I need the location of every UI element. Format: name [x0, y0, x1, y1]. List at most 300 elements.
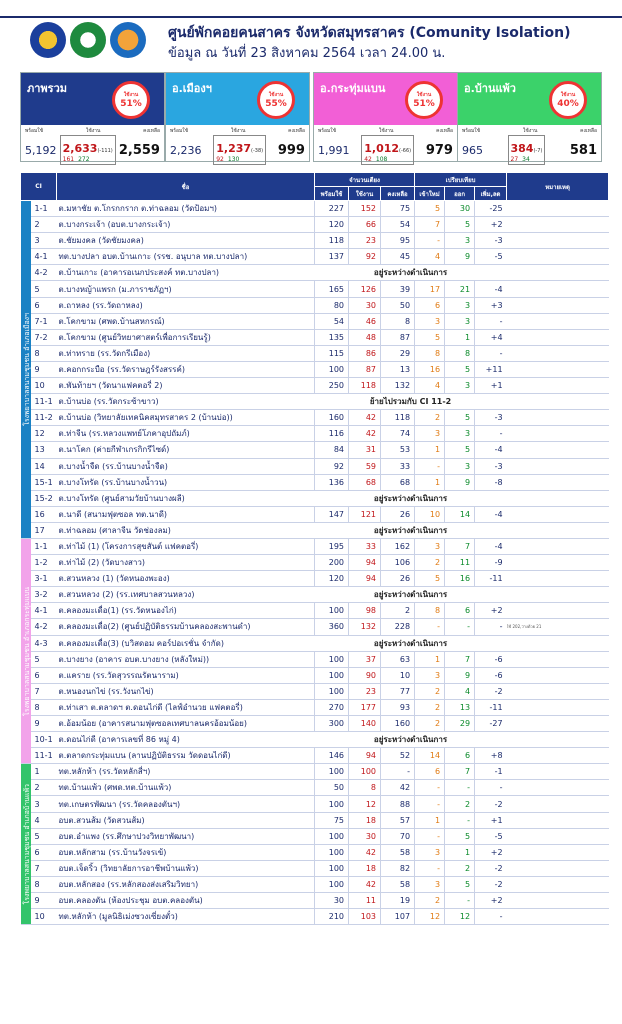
table-row [21, 619, 609, 635]
new-admissions: 3 [415, 313, 445, 329]
site-name: ต.โคกขาม (ศูนย์วิทยาศาสตร์เพื่อการเรียนรู้) [57, 329, 315, 345]
table-row [21, 265, 609, 281]
net-change: -4 [475, 538, 507, 554]
col-beds: จำนวนเตียง [315, 173, 415, 187]
ci-code: 5 [31, 281, 57, 297]
group-side-text: โรงพยาบาลสนามชุมชน อำเภอบ้านแพ้ว [22, 783, 31, 905]
label-used: ใช้งาน [230, 128, 246, 134]
beds-used: 42 [349, 876, 381, 892]
net-change: +3 [475, 297, 507, 313]
site-name: ต.อ้อมน้อย (อาคารสนามฟุตซอลเทศบาลนครอ้อมน้อย) [57, 716, 315, 732]
beds-used: 46 [349, 313, 381, 329]
net-change: -3 [475, 458, 507, 474]
page-subtitle: ข้อมูล ณ วันที่ 23 สิงหาคม 2564 เวลา 24.00 น. [168, 46, 446, 61]
beds-remain: 77 [381, 683, 415, 699]
ci-code: 8 [31, 345, 57, 361]
discharged: 2 [445, 860, 475, 876]
label-used: ใช้งาน [522, 128, 538, 134]
row-remark [507, 876, 609, 892]
ci-code: 16 [31, 506, 57, 522]
beds-remain: 160 [381, 716, 415, 732]
col-note: หมายเหตุ [507, 173, 609, 201]
ci-code: 4-2 [31, 619, 57, 635]
beds-used: 8 [349, 780, 381, 796]
col-delta: เพิ่ม,ลด [475, 187, 507, 201]
new-admissions: 1 [415, 651, 445, 667]
table-row [21, 876, 609, 892]
table-row [21, 345, 609, 361]
group-side-label [21, 764, 31, 925]
discharged: 3 [445, 313, 475, 329]
remain-count: 2,559 [118, 142, 160, 158]
beds-used: 132 [349, 619, 381, 635]
beds-used: 11 [349, 893, 381, 909]
donut-percent: 51% [120, 99, 142, 109]
ci-code: 7-2 [31, 329, 57, 345]
beds-ready: 30 [315, 893, 349, 909]
label-ready: พร้อมใช้ [318, 128, 337, 134]
discharged: 5 [445, 410, 475, 426]
table-row [21, 378, 609, 394]
site-name: ทต.หลักห้า (มูลนิธิเม่งซวงเซี่ยงตั๋ว) [57, 909, 315, 925]
new-admissions: 16 [415, 361, 445, 377]
ci-code: 10 [31, 378, 57, 394]
beds-remain: 58 [381, 844, 415, 860]
new-admissions: 3 [415, 538, 445, 554]
beds-ready: 136 [315, 474, 349, 490]
beds-remain: 42 [381, 780, 415, 796]
site-name: ต.บ้านบ่อ (วิทยาลัยเทคนิคสมุทรสาคร 2 (บ้านบ่อ)) [57, 410, 315, 426]
beds-remain: 33 [381, 458, 415, 474]
site-name: อบต.คลองตัน (ห้องประชุม อบต.คลองตัน) [57, 893, 315, 909]
remain-count: 581 [569, 142, 597, 158]
table-row [21, 522, 609, 538]
discharged: 6 [445, 748, 475, 764]
beds-ready: 100 [315, 876, 349, 892]
net-change: - [475, 909, 507, 925]
row-remark [507, 506, 609, 522]
used-box [508, 135, 546, 165]
beds-ready: 137 [315, 249, 349, 265]
donut-label: ใช้งาน [123, 92, 139, 98]
row-remark [507, 361, 609, 377]
discharged: 7 [445, 764, 475, 780]
used-sub-a: 42 [364, 156, 372, 163]
new-admissions: - [415, 828, 445, 844]
beds-remain: 50 [381, 297, 415, 313]
row-remark [507, 217, 609, 233]
site-name: ต.คลองมะเดื่อ(1) (รร.วัดหนองไก่) [57, 603, 315, 619]
beds-ready: 80 [315, 297, 349, 313]
beds-remain: 70 [381, 828, 415, 844]
province-seal-logo [30, 22, 66, 58]
table-row [21, 796, 609, 812]
table-row [21, 217, 609, 233]
new-admissions: - [415, 860, 445, 876]
beds-remain: - [381, 764, 415, 780]
beds-ready: 165 [315, 281, 349, 297]
row-remark [507, 378, 609, 394]
new-admissions: 7 [415, 217, 445, 233]
new-admissions: 4 [415, 249, 445, 265]
beds-remain: 39 [381, 281, 415, 297]
beds-ready: 147 [315, 506, 349, 522]
ci-code: 11-1 [31, 748, 57, 764]
donut-label: ใช้งาน [560, 92, 576, 98]
site-name: ต.ดอนไก่ดี (อาคารเลขที่ 86 หมู่ 4) [57, 732, 315, 748]
table-row [21, 555, 609, 571]
row-remark [507, 555, 609, 571]
remain-count: 999 [277, 142, 305, 158]
new-admissions: 2 [415, 410, 445, 426]
usage-donut [549, 81, 587, 119]
row-remark [507, 796, 609, 812]
ready-count: 965 [462, 143, 483, 157]
row-remark [507, 828, 609, 844]
row-remark [507, 474, 609, 490]
ci-code: 4-3 [31, 635, 57, 651]
new-admissions: 2 [415, 716, 445, 732]
beds-ready: 100 [315, 764, 349, 780]
discharged: 3 [445, 297, 475, 313]
site-name: ต.บ้านเกาะ (อาคารอเนกประสงค์ ทต.บางปลา) [57, 265, 315, 281]
beds-used: 30 [349, 828, 381, 844]
discharged: - [445, 780, 475, 796]
beds-used: 92 [349, 249, 381, 265]
table-row [21, 458, 609, 474]
ci-code: 3-1 [31, 571, 57, 587]
new-admissions: 1 [415, 442, 445, 458]
beds-used: 121 [349, 506, 381, 522]
label-used: ใช้งาน [85, 128, 101, 134]
net-change: - [475, 345, 507, 361]
beds-remain: 26 [381, 571, 415, 587]
discharged: 16 [445, 571, 475, 587]
ci-code: 9 [31, 716, 57, 732]
table-row [21, 651, 609, 667]
beds-used: 140 [349, 716, 381, 732]
beds-used: 30 [349, 297, 381, 313]
used-sub-b: 130 [227, 156, 240, 163]
beds-ready: 250 [315, 378, 349, 394]
row-remark [507, 394, 609, 410]
ci-code: 10-1 [31, 732, 57, 748]
discharged: 5 [445, 217, 475, 233]
label-ready: พร้อมใช้ [25, 128, 44, 134]
beds-remain: 13 [381, 361, 415, 377]
discharged: 3 [445, 378, 475, 394]
table-row [21, 764, 609, 780]
row-status-note: อยู่ระหว่างดำเนินการ [315, 732, 507, 748]
ci-code: 17 [31, 522, 57, 538]
site-name: อบต.หลักสาม (รร.บ้านวังจรเข้) [57, 844, 315, 860]
ci-code: 6 [31, 297, 57, 313]
beds-ready: 120 [315, 571, 349, 587]
table-row [21, 716, 609, 732]
ci-code: 4-1 [31, 603, 57, 619]
net-change: +2 [475, 217, 507, 233]
site-name: อบต.เจ็ดริ้ว (วิทยาลัยการอาชีพบ้านแพ้ว) [57, 860, 315, 876]
card-labels [166, 127, 309, 135]
net-change: - [475, 313, 507, 329]
used-breakdown [511, 156, 543, 163]
row-remark [507, 281, 609, 297]
site-name: ทต.เกษตรพัฒนา (รร.วัดคลองตันฯ) [57, 796, 315, 812]
beds-ready: 75 [315, 812, 349, 828]
group-side-label [21, 538, 31, 763]
discharged: - [445, 812, 475, 828]
new-admissions: - [415, 458, 445, 474]
label-used: ใช้งาน [378, 128, 394, 134]
used-delta: (-66) [399, 148, 412, 154]
row-remark [507, 909, 609, 925]
site-name: ต.ตลาดกระทุ่มแบน (ลานปฏิบัติธรรม วัดดอนไก่ดี) [57, 748, 315, 764]
row-remark [507, 587, 609, 603]
row-remark [507, 844, 609, 860]
beds-remain: 132 [381, 378, 415, 394]
new-admissions: 2 [415, 683, 445, 699]
beds-ready: 100 [315, 844, 349, 860]
label-remain: คงเหลือ [288, 128, 305, 134]
used-breakdown [63, 156, 113, 163]
beds-used: 59 [349, 458, 381, 474]
discharged: 13 [445, 699, 475, 715]
discharged: 2 [445, 796, 475, 812]
col-compare: เปรียบเทียบ [415, 173, 507, 187]
table-row [21, 233, 609, 249]
site-name: ทต.บางปลา อบต.บ้านเกาะ (รรช. อนุบาล ทต.บางปลา) [57, 249, 315, 265]
label-ready: พร้อมใช้ [462, 128, 481, 134]
net-change: -9 [475, 555, 507, 571]
row-remark [507, 329, 609, 345]
site-name: ต.ท่าฉลอม (ศาลาจีน วัดช่องลม) [57, 522, 315, 538]
beds-ready: 100 [315, 603, 349, 619]
net-change: -5 [475, 249, 507, 265]
beds-used: 103 [349, 909, 381, 925]
beds-used: 33 [349, 538, 381, 554]
beds-ready: 84 [315, 442, 349, 458]
net-change: +2 [475, 844, 507, 860]
beds-ready: 195 [315, 538, 349, 554]
beds-ready: 146 [315, 748, 349, 764]
beds-remain: 75 [381, 201, 415, 217]
beds-remain: 10 [381, 667, 415, 683]
ci-code: 14 [31, 458, 57, 474]
beds-used: 48 [349, 329, 381, 345]
net-change: +1 [475, 812, 507, 828]
row-status-note: อยู่ระหว่างดำเนินการ [315, 522, 507, 538]
table-row [21, 297, 609, 313]
new-admissions: 5 [415, 571, 445, 587]
net-change: -8 [475, 474, 507, 490]
isolation-table [20, 172, 609, 925]
site-name: ต.บางกระเจ้า (อบต.บางกระเจ้า) [57, 217, 315, 233]
beds-remain: 57 [381, 812, 415, 828]
beds-remain: 68 [381, 474, 415, 490]
beds-remain: 58 [381, 876, 415, 892]
ci-code: 9 [31, 893, 57, 909]
net-change: -4 [475, 281, 507, 297]
summary-card [457, 72, 602, 162]
table-row [21, 538, 609, 554]
col-remain: คงเหลือ [381, 187, 415, 201]
row-remark [507, 651, 609, 667]
page-title: ศูนย์พักคอยคนสาคร จังหวัดสมุทรสาคร (Comunity Isolation) [168, 25, 571, 41]
ci-code: 6 [31, 667, 57, 683]
ci-code: 1-2 [31, 555, 57, 571]
table-row [21, 490, 609, 506]
new-admissions: 12 [415, 909, 445, 925]
row-status-note: อยู่ระหว่างดำเนินการ [315, 265, 507, 281]
col-name: ชื่อ [57, 173, 315, 201]
beds-used: 126 [349, 281, 381, 297]
card-values [458, 135, 601, 165]
ci-code: 7-1 [31, 313, 57, 329]
beds-ready: 50 [315, 780, 349, 796]
used-count: 1,012 [364, 142, 400, 155]
ci-code: 5 [31, 828, 57, 844]
discharged: 21 [445, 281, 475, 297]
discharged: 6 [445, 603, 475, 619]
net-change: +11 [475, 361, 507, 377]
beds-ready: 160 [315, 410, 349, 426]
summary-card [165, 72, 310, 162]
discharged: 1 [445, 329, 475, 345]
row-remark [507, 571, 609, 587]
net-change: - [475, 426, 507, 442]
new-admissions: 8 [415, 345, 445, 361]
site-name: ต.ท่าไม้ (2) (วัดบางสาว) [57, 555, 315, 571]
row-remark [507, 860, 609, 876]
ci-code: 2 [31, 780, 57, 796]
net-change: +4 [475, 329, 507, 345]
beds-used: 98 [349, 603, 381, 619]
table-row [21, 410, 609, 426]
new-admissions: 6 [415, 764, 445, 780]
discharged: 9 [445, 474, 475, 490]
table-row [21, 329, 609, 345]
ci-code: 12 [31, 426, 57, 442]
table-row [21, 506, 609, 522]
row-remark [507, 716, 609, 732]
site-name: ต.สวนหลวง (1) (วัดหนองพะอง) [57, 571, 315, 587]
new-admissions: - [415, 619, 445, 635]
new-admissions: 8 [415, 603, 445, 619]
new-admissions: 2 [415, 555, 445, 571]
used-sub-b: 272 [78, 156, 90, 163]
table-row [21, 587, 609, 603]
row-remark [507, 313, 609, 329]
beds-remain: 54 [381, 217, 415, 233]
beds-remain: 118 [381, 410, 415, 426]
donut-label: ใช้งาน [416, 92, 432, 98]
discharged: 7 [445, 651, 475, 667]
beds-ready: 100 [315, 361, 349, 377]
usage-donut [405, 81, 443, 119]
card-values [314, 135, 457, 165]
row-remark [507, 522, 609, 538]
row-status-note: ย้ายไปรวมกับ CI 11-2 [315, 394, 507, 410]
card-title: อ.เมืองฯ [172, 82, 212, 95]
used-count: 384 [510, 142, 534, 155]
row-remark [507, 683, 609, 699]
ci-code: 1-1 [31, 201, 57, 217]
net-change: -4 [475, 506, 507, 522]
ci-code: 11-1 [31, 394, 57, 410]
table-row [21, 812, 609, 828]
used-sub-a: 161 [62, 156, 75, 163]
row-remark [507, 812, 609, 828]
beds-used: 42 [349, 426, 381, 442]
used-delta: (-111) [97, 148, 113, 154]
remain-count: 979 [425, 142, 453, 158]
discharged: 1 [445, 844, 475, 860]
ci-code: 5 [31, 651, 57, 667]
discharged: 4 [445, 683, 475, 699]
site-name: ต.โคกขาม (ศพด.บ้านสหกรณ์) [57, 313, 315, 329]
ci-code: 3 [31, 796, 57, 812]
row-remark [507, 345, 609, 361]
beds-ready: 200 [315, 555, 349, 571]
beds-remain: 107 [381, 909, 415, 925]
beds-ready: 118 [315, 233, 349, 249]
net-change: -11 [475, 571, 507, 587]
beds-used: 87 [349, 361, 381, 377]
table-row [21, 571, 609, 587]
beds-ready: 300 [315, 716, 349, 732]
net-change: -2 [475, 796, 507, 812]
site-name: ต.บางหญ้าแพรก (ม.ภาราชภัฏฯ) [57, 281, 315, 297]
card-header [166, 73, 309, 125]
table-row [21, 667, 609, 683]
ci-code: 8 [31, 699, 57, 715]
table-row [21, 844, 609, 860]
ci-code: 7 [31, 860, 57, 876]
beds-remain: 2 [381, 603, 415, 619]
site-name: อบต.อำแพง (รร.ศึกษาปวงวิทยาพัฒนา) [57, 828, 315, 844]
net-change: +8 [475, 748, 507, 764]
site-name: ต.คลองมะเดื่อ(3) (บวิสดอม คอร์ปอเรชั่น จำกัด) [57, 635, 315, 651]
new-admissions: 3 [415, 667, 445, 683]
net-change: -2 [475, 876, 507, 892]
site-name: ต.หนองนกไข่ (รร.วังนกไข่) [57, 683, 315, 699]
beds-used: 18 [349, 860, 381, 876]
new-admissions: - [415, 233, 445, 249]
card-values [166, 135, 309, 165]
new-admissions: 14 [415, 748, 445, 764]
net-change: -3 [475, 410, 507, 426]
used-sub-b: 108 [375, 156, 388, 163]
site-name: ต.บางโทรัด (ศูนย์สามวัยบ้านบางผลี) [57, 490, 315, 506]
new-admissions: 17 [415, 281, 445, 297]
beds-used: 68 [349, 474, 381, 490]
table-row [21, 635, 609, 651]
beds-remain: 26 [381, 506, 415, 522]
site-name: ทต.หลักห้า (รร.วัดหลักสี่ฯ) [57, 764, 315, 780]
table-row [21, 828, 609, 844]
beds-ready: 100 [315, 860, 349, 876]
beds-remain: 53 [381, 442, 415, 458]
site-name: ต.ชัยมงคล (วัดชัยมงคล) [57, 233, 315, 249]
beds-remain: 228 [381, 619, 415, 635]
table-row [21, 426, 609, 442]
beds-remain: 162 [381, 538, 415, 554]
discharged: 8 [445, 345, 475, 361]
card-labels [21, 127, 164, 135]
ci-code: 4-2 [31, 265, 57, 281]
card-title: อ.กระทุ่มแบน [320, 82, 386, 95]
beds-remain: 88 [381, 796, 415, 812]
